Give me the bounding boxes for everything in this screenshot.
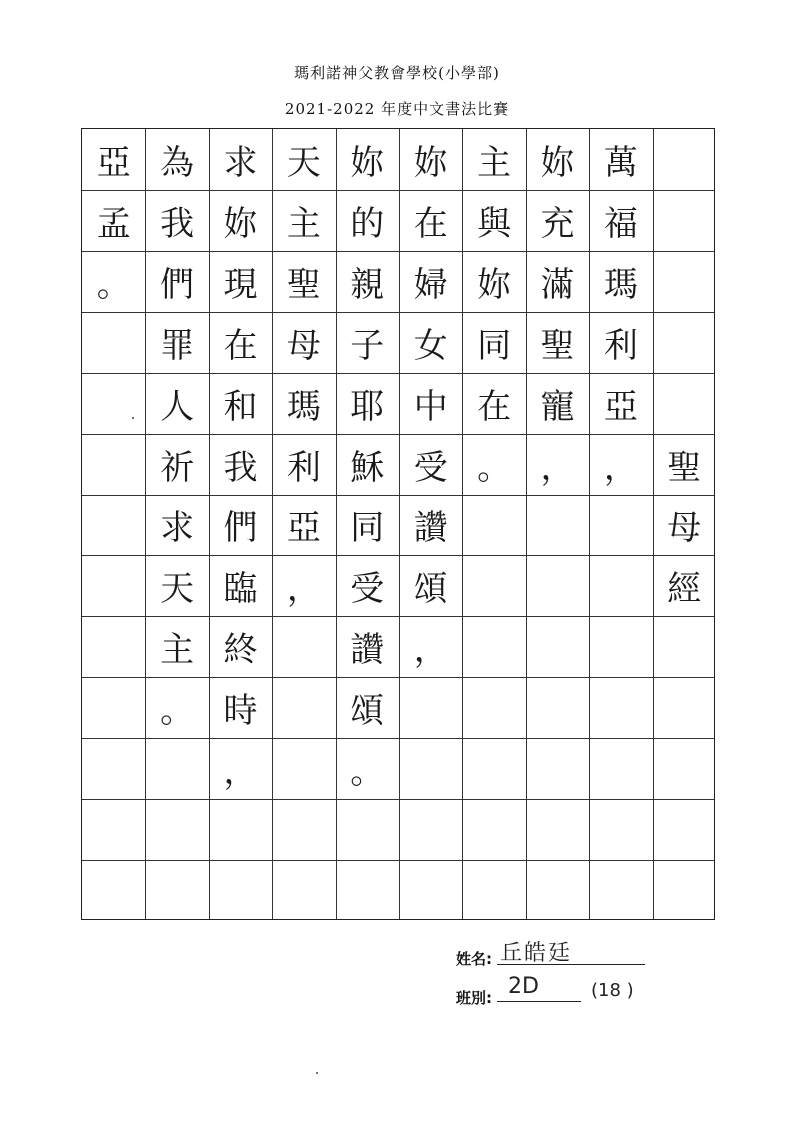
grid-cell: 臨: [223, 569, 258, 610]
grid-cell: 利: [603, 325, 638, 366]
grid-cell: 充: [540, 203, 575, 244]
grid-cell: 女: [413, 325, 448, 366]
grid-cell: 耶: [350, 386, 385, 427]
grid-cell: 天: [160, 569, 195, 610]
grid-cell: 聖: [540, 325, 575, 366]
grid-cell: [399, 677, 462, 738]
grid-cell: 終: [223, 630, 258, 671]
grid-cell: [653, 129, 716, 190]
grid-cell: [272, 799, 335, 860]
grid-cell: 同: [350, 508, 385, 549]
grid-cell: ，: [540, 447, 575, 488]
scan-speck: [316, 1072, 318, 1074]
grid-cell: 親: [350, 264, 385, 305]
grid-cell: ，: [603, 447, 638, 488]
grid-cell: [272, 738, 335, 799]
grid-cell: [526, 555, 589, 616]
grid-cell: [82, 616, 145, 677]
grid-cell: 妳: [413, 142, 448, 183]
calligraphy-grid: [81, 128, 715, 920]
grid-cell: [272, 677, 335, 738]
grid-cell: 頌: [413, 569, 448, 610]
grid-cell: 讚: [413, 508, 448, 549]
grid-cell: 萬: [603, 142, 638, 183]
grid-cell: [589, 495, 652, 556]
grid-cell: [589, 616, 652, 677]
grid-cell: 中: [413, 386, 448, 427]
grid-cell: 。: [96, 264, 131, 305]
grid-cell: [462, 495, 525, 556]
grid-cell: [399, 799, 462, 860]
grid-cell: 妳: [350, 142, 385, 183]
grid-cell: 妳: [540, 142, 575, 183]
grid-cell: [209, 860, 272, 921]
school-name: 瑪利諾神父教會學校(小學部): [294, 64, 500, 82]
grid-cell: 讚: [350, 630, 385, 671]
grid-cell: [462, 677, 525, 738]
grid-cell: [145, 738, 208, 799]
grid-cell: 。: [160, 691, 195, 732]
grid-cell: 人: [160, 386, 195, 427]
grid-cell: [145, 860, 208, 921]
grid-cell: [462, 616, 525, 677]
grid-cell: [653, 799, 716, 860]
grid-cell: 母: [286, 325, 321, 366]
grid-cell: [526, 860, 589, 921]
grid-cell: [82, 555, 145, 616]
grid-cell: [653, 616, 716, 677]
grid-cell: 亞: [96, 142, 131, 183]
grid-cell: [399, 860, 462, 921]
grid-cell: ，: [286, 569, 321, 610]
grid-cell: 在: [223, 325, 258, 366]
grid-cell: [336, 860, 399, 921]
grid-cell: [82, 738, 145, 799]
grid-cell: 求: [160, 508, 195, 549]
grid-cell: 和: [223, 386, 258, 427]
grid-cell: 滿: [540, 264, 575, 305]
grid-cell: [589, 860, 652, 921]
grid-cell: 天: [286, 142, 321, 183]
grid-cell: [336, 799, 399, 860]
grid-cell: 同: [477, 325, 512, 366]
grid-cell: 亞: [603, 386, 638, 427]
grid-cell: [526, 616, 589, 677]
grid-cell: 瑪: [603, 264, 638, 305]
grid-cell: [653, 373, 716, 434]
scan-speck: [132, 417, 134, 419]
grid-cell: 聖: [667, 447, 702, 488]
grid-cell: [653, 677, 716, 738]
grid-cell: [653, 312, 716, 373]
grid-cell: 主: [286, 203, 321, 244]
grid-cell: [82, 312, 145, 373]
grid-cell: 妳: [223, 203, 258, 244]
grid-cell: [82, 373, 145, 434]
grid-cell: [462, 799, 525, 860]
grid-cell: 利: [286, 447, 321, 488]
class-label: 班別:: [456, 989, 492, 1007]
grid-cell: ，: [413, 630, 448, 671]
grid-cell: 為: [160, 142, 195, 183]
class-value: 2D: [508, 974, 539, 999]
grid-cell: [82, 495, 145, 556]
grid-cell: 。: [350, 752, 385, 793]
grid-cell: 孟: [96, 203, 131, 244]
grid-cell: [272, 860, 335, 921]
grid-cell: 受: [413, 447, 448, 488]
grid-cell: 現: [223, 264, 258, 305]
grid-cell: [526, 677, 589, 738]
class-underline: [497, 1001, 581, 1002]
grid-cell: 我: [160, 203, 195, 244]
grid-cell: [526, 495, 589, 556]
grid-cell: 福: [603, 203, 638, 244]
grid-cell: 婦: [413, 264, 448, 305]
grid-cell: 頌: [350, 691, 385, 732]
grid-cell: [653, 738, 716, 799]
grid-cell: [399, 738, 462, 799]
grid-cell: [145, 799, 208, 860]
grid-cell: ，: [223, 752, 258, 793]
grid-cell: 的: [350, 203, 385, 244]
grid-cell: 妳: [477, 264, 512, 305]
grid-cell: 母: [667, 508, 702, 549]
grid-cell: [526, 799, 589, 860]
grid-cell: 受: [350, 569, 385, 610]
grid-cell: [653, 251, 716, 312]
grid-cell: 亞: [286, 508, 321, 549]
grid-cell: [462, 555, 525, 616]
grid-cell: 。: [477, 447, 512, 488]
grid-cell: [526, 738, 589, 799]
grid-cell: [82, 677, 145, 738]
grid-cell: 們: [160, 264, 195, 305]
grid-cell: [589, 738, 652, 799]
grid-cell: 們: [223, 508, 258, 549]
grid-cell: 瑪: [286, 386, 321, 427]
grid-cell: [589, 677, 652, 738]
grid-cell: 經: [667, 569, 702, 610]
class-number: (18 ): [591, 980, 634, 1001]
name-value: 丘皓廷: [500, 941, 573, 966]
grid-cell: [209, 799, 272, 860]
grid-cell: 子: [350, 325, 385, 366]
grid-cell: 主: [160, 630, 195, 671]
grid-cell: [653, 860, 716, 921]
grid-cell: [589, 555, 652, 616]
grid-cell: [82, 434, 145, 495]
grid-cell: 穌: [350, 447, 385, 488]
grid-cell: [589, 799, 652, 860]
grid-cell: 主: [477, 142, 512, 183]
name-label: 姓名:: [456, 950, 492, 968]
grid-cell: 寵: [540, 386, 575, 427]
grid-cell: 在: [477, 386, 512, 427]
grid-cell: 罪: [160, 325, 195, 366]
grid-cell: 時: [223, 691, 258, 732]
name-underline: [497, 964, 645, 965]
grid-cell: [462, 860, 525, 921]
grid-cell: [272, 616, 335, 677]
grid-cell: 祈: [160, 447, 195, 488]
grid-cell: [82, 860, 145, 921]
grid-cell: 求: [223, 142, 258, 183]
grid-cell: 聖: [286, 264, 321, 305]
grid-cell: [462, 738, 525, 799]
grid-cell: 我: [223, 447, 258, 488]
competition-title: 2021-2022 年度中文書法比賽: [284, 100, 510, 118]
grid-cell: [653, 190, 716, 251]
grid-cell: 在: [413, 203, 448, 244]
grid-cell: [82, 799, 145, 860]
grid-cell: 與: [477, 203, 512, 244]
